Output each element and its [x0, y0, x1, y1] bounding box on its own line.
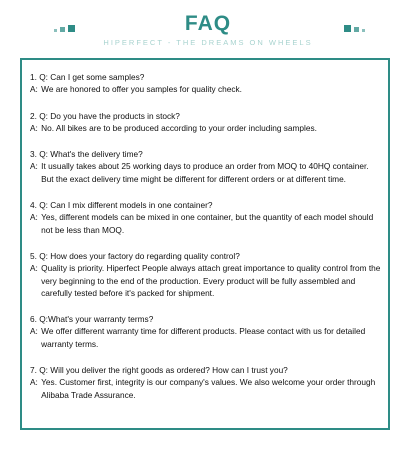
header: [0, 0, 416, 56]
question: 1. Q: Can I get some samples?: [30, 72, 145, 82]
question: 4. Q: Can I mix different models in one container?: [30, 200, 213, 211]
question: 5. Q: How does your factory do regarding quality control?: [30, 250, 240, 261]
faq-item-2: [30, 110, 388, 135]
faq-item-4: [30, 199, 388, 236]
question: 7. Q: Will you deliver the right goods as ordered? How can I trust you?: [30, 365, 288, 376]
answer: A: Yes. Customer first, integrity is our company's values. We also welcome your order through Alibaba Trade Assurance.: [30, 377, 376, 400]
faq-item-1: [30, 71, 388, 96]
answer: A: We are honored to offer you samples for quality check.: [30, 84, 242, 95]
answer: A: Yes, different models can be mixed in one container, but the quantity of each model should not be less than MOQ.: [30, 212, 374, 235]
faq-item-6: [30, 313, 388, 350]
answer: A: It usually takes about 25 working days to produce an order from MOQ to 40HQ container. But the exact delivery time might be different for different orders or at different time.: [30, 161, 369, 184]
answer: A: We offer different warranty time for different products. Please contact with us for detailed warranty terms.: [30, 326, 366, 349]
faq-item-5: [30, 250, 388, 299]
page-title: FAQ: [184, 12, 232, 35]
question: 6. Q: What's your warranty terms?: [30, 314, 154, 325]
faq-panel: [20, 58, 390, 430]
question: 3. Q: What's the delivery time?: [30, 149, 143, 160]
answer: A: No. All bikes are to be produced according to your order including samples.: [30, 122, 317, 133]
question: 2. Q: Do you have the products in stock?: [30, 110, 180, 121]
decorative-squares-right: [344, 25, 365, 32]
faq-item-7: [30, 364, 388, 401]
answer: A: Quality is priority. Hiperfect People always attach great importance to quality control from the very beginning to the end of the production. Every product will be fully assembled and carefully tested before it's packed for shipment.: [30, 263, 381, 298]
faq-item-3: [30, 148, 388, 185]
page-subtitle: HIPERFECT - THE DREAMS ON WHEELS: [103, 38, 313, 47]
